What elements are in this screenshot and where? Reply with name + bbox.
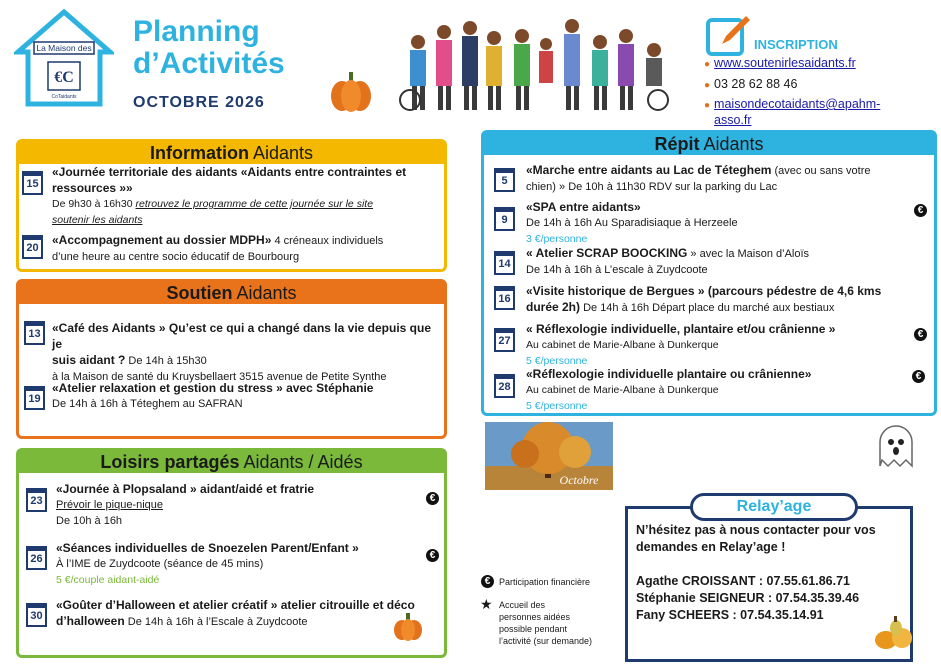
event-scrapbooking: « Atelier SCRAP BOOCKING » avec la Maison d’Aloïs De 14h à 16h à L’escale à Zuydcoote [526, 246, 810, 276]
event-reflexologie-28: «Réflexologie individuelle plantaire ou crânienne» Au cabinet de Marie-Albane à Dunkerque 5 €/personne [526, 367, 812, 412]
euro-icon: € [426, 492, 439, 505]
relay-contact: Stéphanie SEIGNEUR : 07.54.35.39.46 [636, 591, 860, 605]
event-journee-territoriale: «Journée territoriale des aidants «Aidants entre contraintes et ressources »» De 9h30 à 16h30 retrouvez le programme de cette journée sur le site soutenir les aidants [52, 165, 407, 226]
page-title: Planning d’Activités [133, 15, 285, 80]
event-cafe-aidants: «Café des Aidants » Qu’est ce qui a changé dans la vie depuis que je suis aidant ? De 14h à 15h30 à la Maison de santé du Kruysbellaert 3515 avenue de Petite Synthe [52, 321, 432, 383]
repit-title: Répit Aidants [484, 133, 934, 155]
pumpkin-icon [328, 70, 374, 114]
legend-star-text: Accueil des personnes aidées possible pendant l’activité (sur demande) [499, 600, 593, 646]
ghost-icon [872, 422, 920, 470]
photo-caption: Octobre [559, 473, 599, 487]
event-relaxation: «Atelier relaxation et gestion du stress » avec Stéphanie De 14h à 16h à Téteghem au SAFRAN [52, 381, 374, 410]
loisirs-title: Loisirs partagés Aidants / Aidés [19, 451, 444, 473]
euro-icon: € [426, 549, 439, 562]
calendar-icon: 20 [22, 238, 43, 259]
relay-content: N’hésitez pas à nous contacter pour vos demandes en Relay’age ! Agathe CROISSANT : 07.55.61.86.71 Stéphanie SEIGNEUR : 07.54.35.39.46 Fany SCHEERS : 07.54.35.14.91 [636, 522, 906, 624]
event-plopsaland: «Journée à Plopsaland » aidant/aidé et fratrie Prévoir le pique-nique De 10h à 16h [56, 482, 315, 527]
maison-logo [14, 8, 114, 108]
calendar-icon: 23 [26, 491, 47, 512]
calendar-icon: 30 [26, 606, 47, 627]
event-bergues: «Visite historique de Bergues » (parcours pédestre de 4,6 kms durée 2h) De 14h à 16h Départ place du marché aux bestiaux [526, 284, 882, 314]
euro-icon: € [914, 328, 927, 341]
people-illustration [396, 14, 686, 114]
event-marche: «Marche entre aidants au Lac de Téteghem (avec ou sans votre chien) » De 10h à 11h30 RDV sur la parking du Lac [526, 163, 871, 193]
calendar-icon: 27 [494, 331, 515, 352]
relay-contact: Fany SCHEERS : 07.54.35.14.91 [636, 608, 824, 622]
website-link[interactable]: ● www.soutenirlesaidants.fr [704, 56, 856, 70]
event-mdph: «Accompagnement au dossier MDPH» 4 créneaux individuels d’une heure au centre socio éducatif de Bourbourg [52, 233, 384, 263]
calendar-icon: 28 [494, 377, 515, 398]
event-halloween: «Goûter d’Halloween et atelier créatif » atelier citrouille et déco d’halloween De 14h à 16h à l’Escale à Zuydcoote [56, 598, 415, 628]
calendar-icon: 16 [494, 289, 515, 310]
legend-euro-text: Participation financière [499, 577, 591, 587]
calendar-icon: 5 [494, 171, 515, 192]
inscription-label: INSCRIPTION [754, 37, 838, 52]
relay-contact: Agathe CROISSANT : 07.55.61.86.71 [636, 574, 850, 588]
event-snoezelen: «Séances individuelles de Snoezelen Parent/Enfant » À l’IME de Zuydcoote (séance de 45 mins) 5 €/couple aidant-aidé [56, 541, 359, 586]
euro-icon: € [912, 370, 925, 383]
calendar-icon: 13 [24, 324, 45, 345]
calendar-icon: 26 [26, 549, 47, 570]
relay-title: Relay’age [690, 493, 858, 521]
month-label: OCTOBRE 2026 [133, 94, 265, 111]
phone-number: ● 03 28 62 88 46 [704, 77, 798, 91]
logo-text: La Maison des [36, 43, 92, 53]
pumpkin-icon [392, 612, 424, 642]
calendar-icon: 15 [22, 174, 43, 195]
calendar-icon: 9 [494, 210, 515, 231]
calendar-icon: 14 [494, 254, 515, 275]
event-spa: «SPA entre aidants» De 14h à 16h Au Sparadisiaque à Herzeele 3 €/personne [526, 200, 738, 245]
logo-sub: CoTaidants [51, 94, 77, 100]
edit-icon [706, 14, 752, 58]
email-link[interactable]: ● maisondecotaidants@apahm- asso.fr [704, 97, 881, 127]
soutien-title: Soutien Aidants [19, 282, 444, 304]
calendar-icon: 19 [24, 389, 45, 410]
event-reflexologie-27: « Réflexologie individuelle, plantaire et/ou crânienne » Au cabinet de Marie-Albane à Dunkerque 5 €/personne [526, 322, 836, 367]
information-title: Information Aidants [19, 142, 444, 164]
euro-icon: € [481, 575, 494, 588]
star-icon: ★ [480, 596, 493, 612]
euro-icon: € [914, 204, 927, 217]
gourds-icon [872, 612, 916, 652]
autumn-tree-image [485, 422, 613, 490]
svg-text:€C: €C [54, 69, 74, 86]
